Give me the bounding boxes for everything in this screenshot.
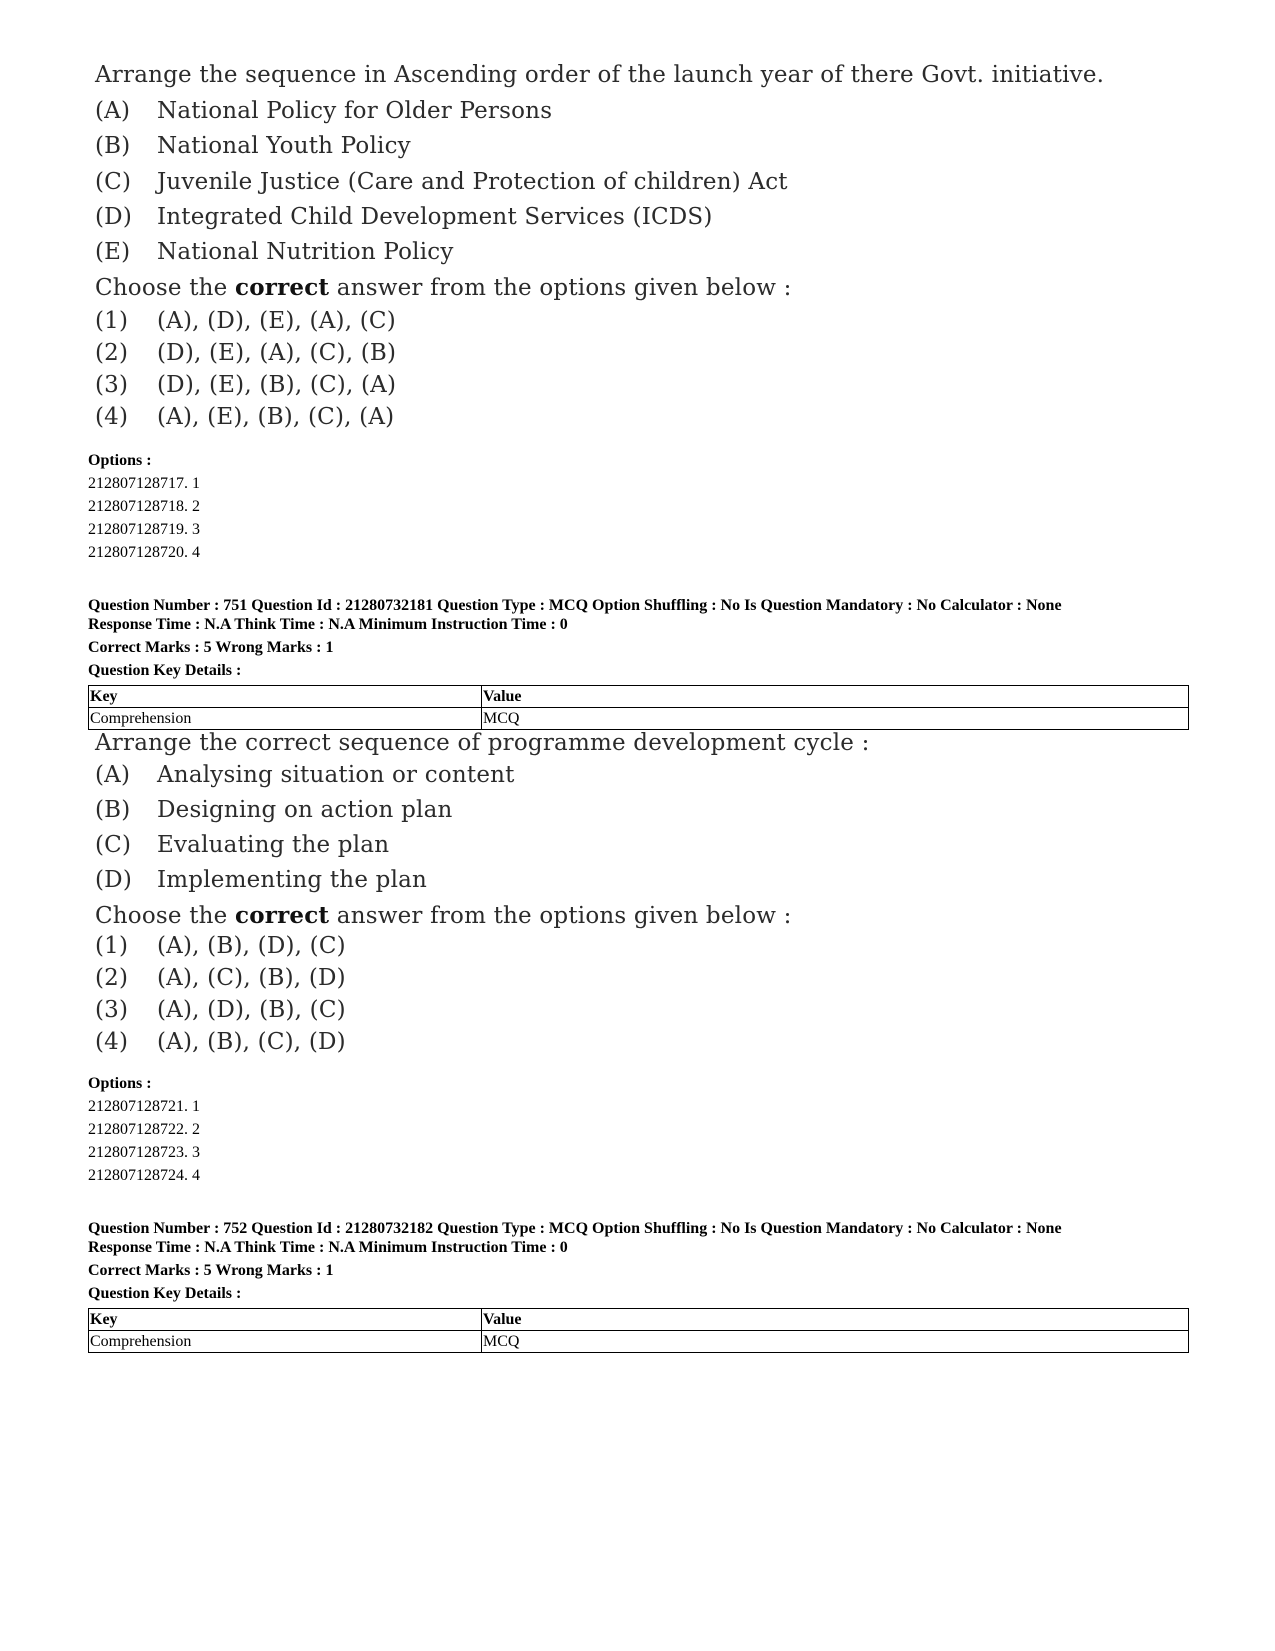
key-details-table	[88, 1308, 1189, 1353]
choose-bold: correct	[235, 902, 330, 929]
value-header: Value	[482, 686, 1189, 708]
answer-tag: (4)	[95, 1029, 129, 1055]
choose-text: Choose the	[95, 903, 236, 929]
key-header: Key	[89, 686, 482, 708]
answer-tag: (2)	[95, 340, 129, 366]
choose-text: Choose the	[95, 275, 236, 301]
value-header: Value	[482, 1309, 1189, 1331]
answer-tag: (3)	[95, 372, 129, 398]
table-row	[89, 708, 1189, 730]
question-meta: Response Time : N.A Think Time : N.A Minimum Instruction Time : 0	[88, 616, 568, 633]
key-cell: Comprehension	[89, 708, 482, 730]
table-header-row	[89, 1309, 1189, 1331]
item-text: Integrated Child Development Services (ICDS)	[157, 204, 713, 230]
answer-text: (A), (D), (E), (A), (C)	[157, 308, 396, 334]
option-id: 212807128723. 3	[88, 1144, 200, 1161]
choose-bold: correct	[235, 274, 330, 301]
option-id: 212807128724. 4	[88, 1167, 200, 1184]
question-marks: Correct Marks : 5 Wrong Marks : 1	[88, 1262, 334, 1279]
question-stem: Arrange the correct sequence of programme development cycle :	[95, 730, 870, 756]
answer-text: (A), (C), (B), (D)	[157, 965, 346, 991]
answer-text: (A), (D), (B), (C)	[157, 997, 346, 1023]
options-label: Options :	[88, 452, 152, 469]
answer-text: (D), (E), (A), (C), (B)	[157, 340, 397, 366]
item-text: Juvenile Justice (Care and Protection of children) Act	[157, 169, 788, 195]
key-header: Key	[89, 1309, 482, 1331]
answer-text: (A), (B), (C), (D)	[157, 1029, 346, 1055]
choose-text: answer from the options given below :	[329, 275, 792, 301]
choose-text: answer from the options given below :	[329, 903, 792, 929]
question-meta: Question Number : 752 Question Id : 21280732182 Question Type : MCQ Option Shuffling : No Is Question Mandatory : No Calculator : None	[88, 1220, 1062, 1237]
question-marks: Correct Marks : 5 Wrong Marks : 1	[88, 639, 334, 656]
answer-text: (A), (B), (D), (C)	[157, 933, 346, 959]
item-text: National Nutrition Policy	[157, 239, 454, 265]
item-tag: (A)	[95, 98, 131, 124]
value-cell: MCQ	[482, 708, 1189, 730]
option-id: 212807128718. 2	[88, 498, 200, 515]
item-tag: (D)	[95, 204, 132, 230]
key-details-label: Question Key Details :	[88, 1285, 242, 1302]
key-details-table	[88, 685, 1189, 730]
item-tag: (A)	[95, 762, 131, 788]
choose-instruction	[95, 902, 792, 929]
item-text: Designing on action plan	[157, 797, 453, 823]
item-text: National Policy for Older Persons	[157, 98, 553, 124]
value-cell: MCQ	[482, 1331, 1189, 1353]
item-text: National Youth Policy	[157, 133, 411, 159]
item-tag: (B)	[95, 797, 131, 823]
item-tag: (C)	[95, 832, 132, 858]
option-id: 212807128721. 1	[88, 1098, 200, 1115]
choose-instruction	[95, 274, 792, 301]
item-tag: (B)	[95, 133, 131, 159]
item-tag: (E)	[95, 239, 131, 265]
item-text: Implementing the plan	[157, 867, 428, 893]
answer-tag: (3)	[95, 997, 129, 1023]
answer-tag: (4)	[95, 404, 129, 430]
item-tag: (C)	[95, 169, 132, 195]
item-tag: (D)	[95, 867, 132, 893]
answer-tag: (2)	[95, 965, 129, 991]
question-meta: Question Number : 751 Question Id : 21280732181 Question Type : MCQ Option Shuffling : No Is Question Mandatory : No Calculator : None	[88, 597, 1062, 614]
key-cell: Comprehension	[89, 1331, 482, 1353]
answer-tag: (1)	[95, 308, 129, 334]
option-id: 212807128717. 1	[88, 475, 200, 492]
table-row	[89, 1331, 1189, 1353]
option-id: 212807128719. 3	[88, 521, 200, 538]
item-text: Evaluating the plan	[157, 832, 390, 858]
option-id: 212807128720. 4	[88, 544, 200, 561]
key-details-label: Question Key Details :	[88, 662, 242, 679]
table-header-row	[89, 686, 1189, 708]
question-meta: Response Time : N.A Think Time : N.A Minimum Instruction Time : 0	[88, 1239, 568, 1256]
item-text: Analysing situation or content	[157, 762, 515, 788]
question-stem: Arrange the sequence in Ascending order of the launch year of there Govt. initiative.	[95, 62, 1105, 88]
option-id: 212807128722. 2	[88, 1121, 200, 1138]
answer-tag: (1)	[95, 933, 129, 959]
answer-text: (D), (E), (B), (C), (A)	[157, 372, 397, 398]
options-label: Options :	[88, 1075, 152, 1092]
answer-text: (A), (E), (B), (C), (A)	[157, 404, 395, 430]
